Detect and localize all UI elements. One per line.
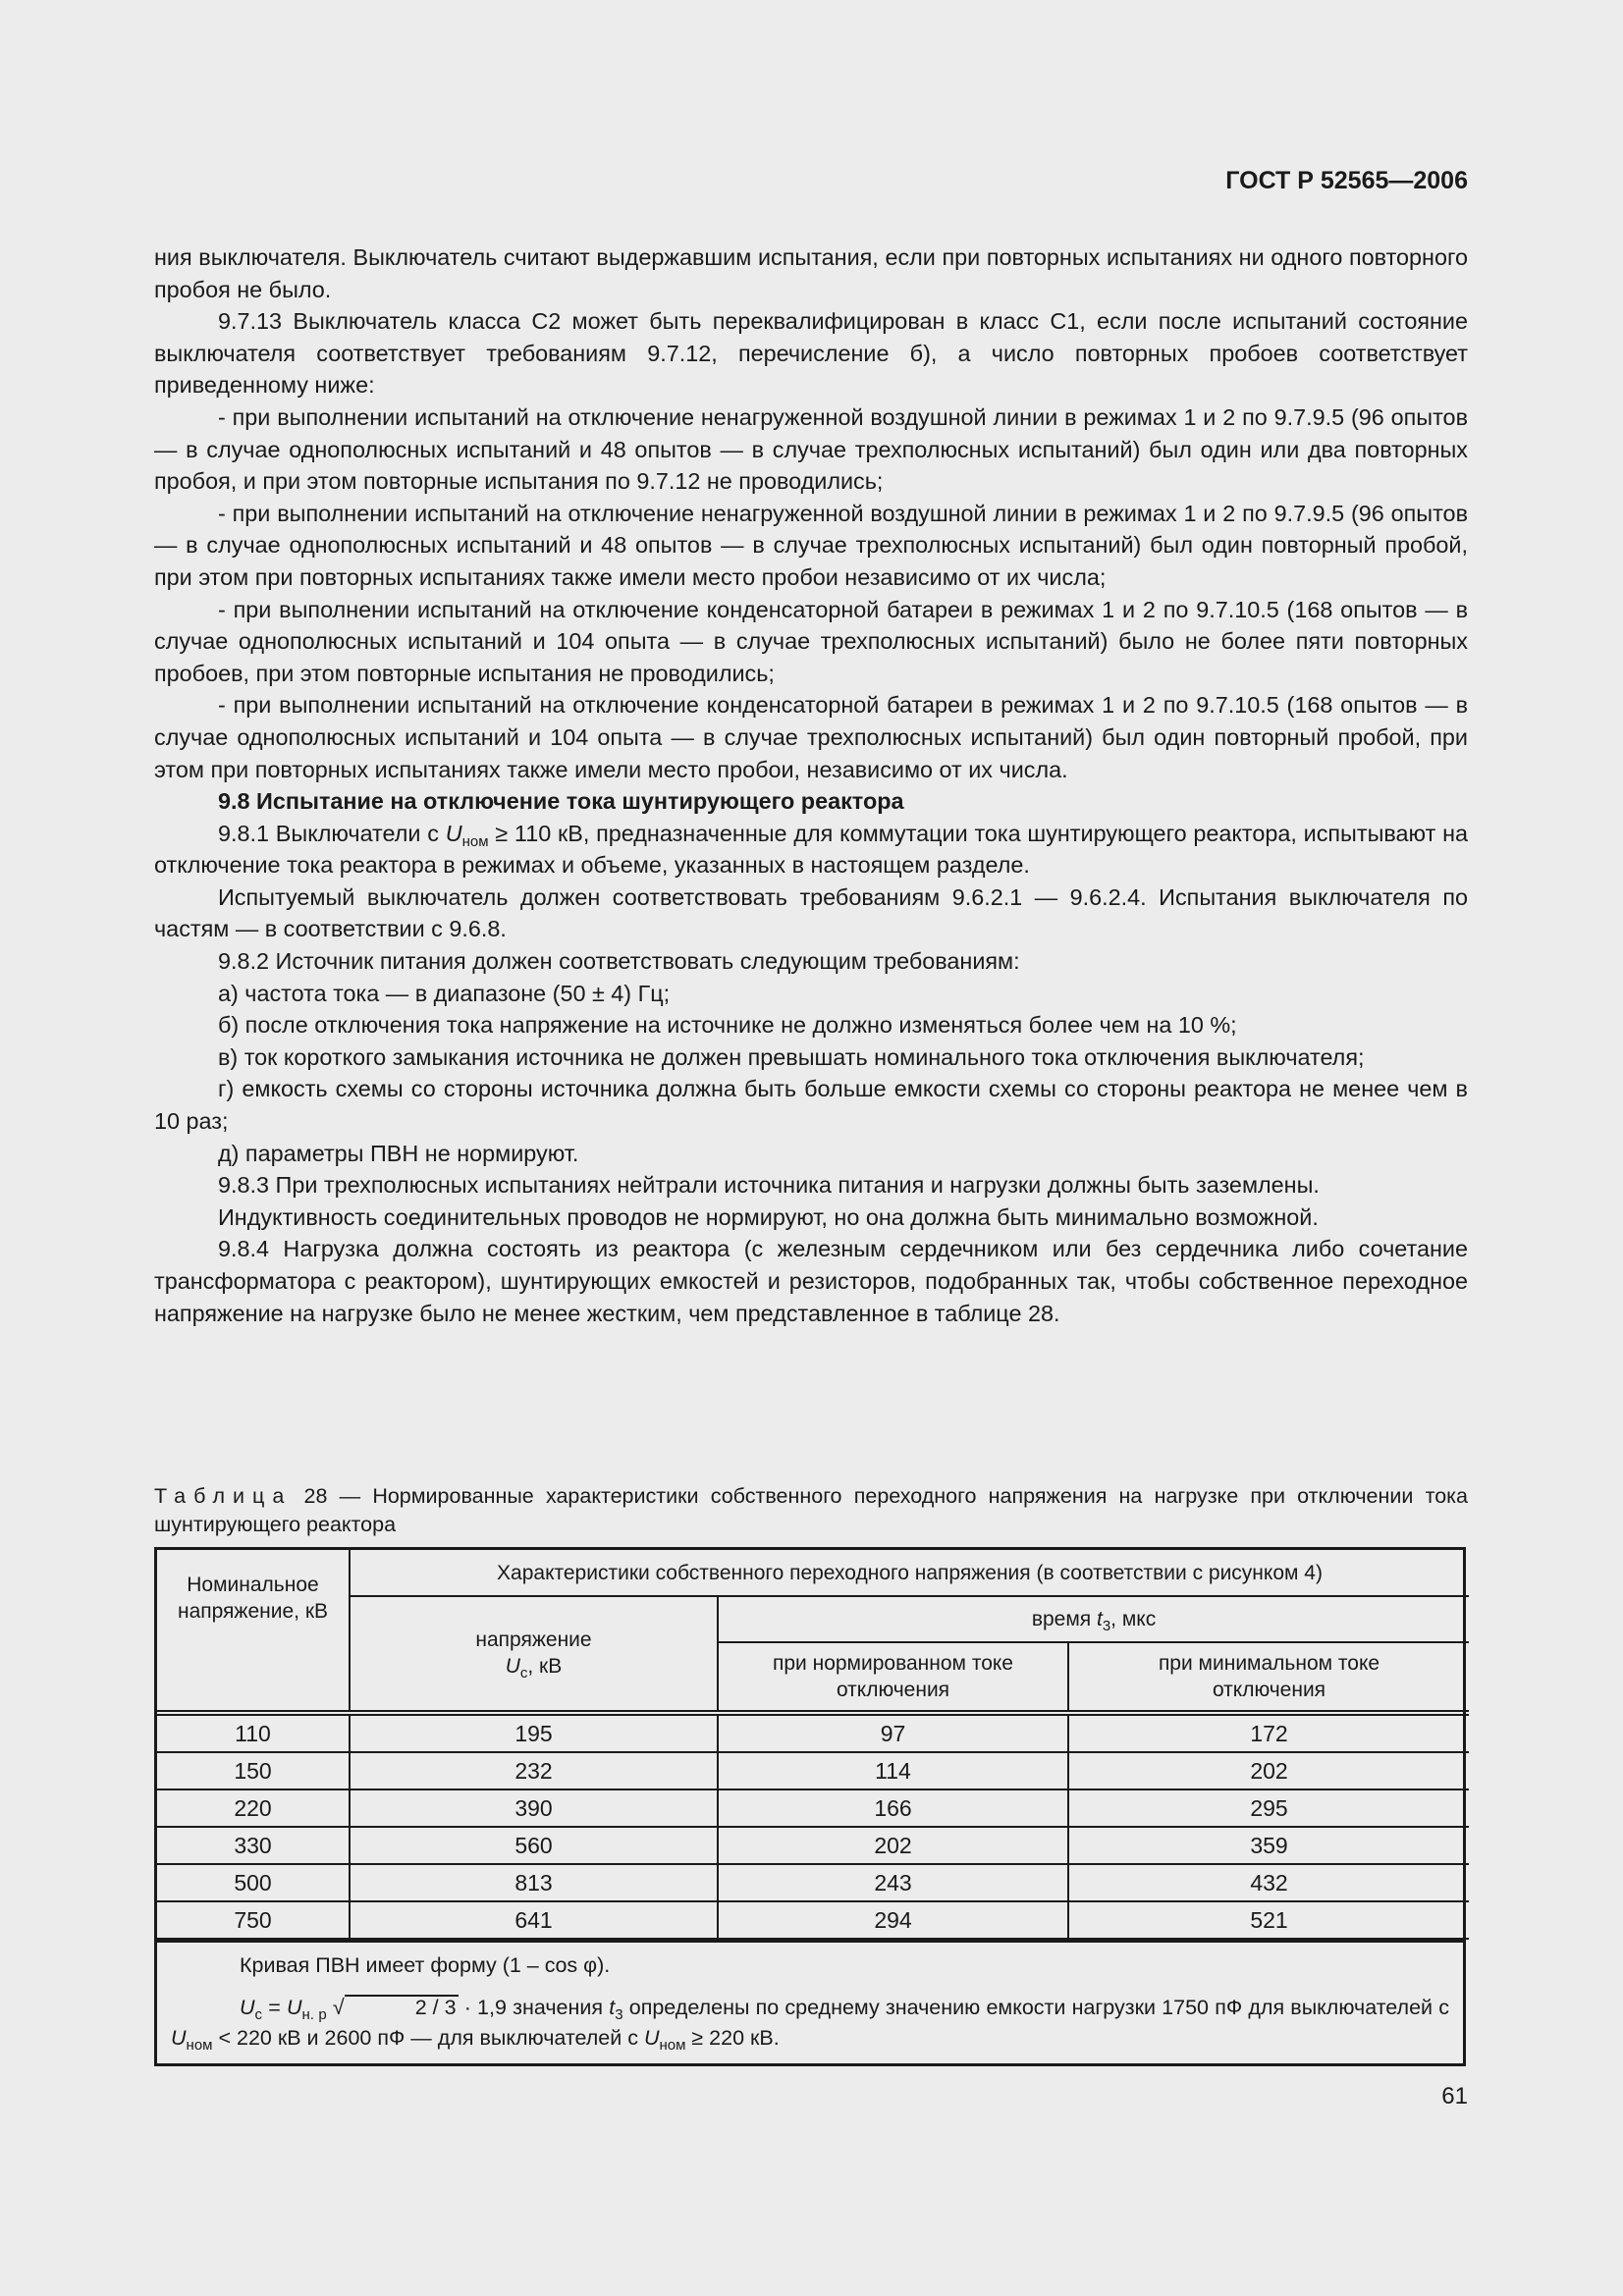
header-min-current: при минимальном токе отключения <box>1068 1642 1469 1713</box>
table-row <box>157 1901 1469 1939</box>
paragraph-9-8-1 <box>154 818 1468 881</box>
data-table <box>157 1550 1469 1940</box>
subscript: ном <box>186 2037 213 2054</box>
table-notes <box>157 1940 1463 2063</box>
body-text <box>154 241 1468 1329</box>
paragraph-9-8-2: 9.8.2 Источник питания должен соответствовать следующим требованиям: <box>218 948 1020 975</box>
table-caption <box>154 1482 1468 1539</box>
cell: 295 <box>1068 1789 1469 1827</box>
text: · 1,9 значения <box>458 1996 610 2019</box>
cell: 220 <box>157 1789 350 1827</box>
cell: 560 <box>350 1827 718 1864</box>
cell: 521 <box>1068 1901 1469 1939</box>
symbol-u: U <box>643 2026 660 2050</box>
cell: 232 <box>350 1752 718 1789</box>
paragraph-9-7-13: 9.7.13 Выключатель класса С2 может быть переквалифицирован в класс С1, если после испытаний состояние выключателя соответствует требованиям 9.7.12, перечисление б), а число повторных пробоев соответствует приведенному ниже: <box>154 308 1468 399</box>
table-row <box>157 1789 1469 1827</box>
list-item: - при выполнении испытаний на отключение ненагруженной воздушной линии в режимах 1 и 2 по 9.7.9.5 (96 опытов — в случае однополюсных испытаний и 48 опытов — в случае трехполюсных испытаний) был один или два повторных пробоя, и при этом повторные испытания по 9.7.12 не проводились; <box>154 403 1468 495</box>
symbol-t: t <box>609 1996 616 2019</box>
cell: 432 <box>1068 1864 1469 1901</box>
subscript: ном <box>659 2037 686 2054</box>
text: , мкс <box>1110 1608 1157 1630</box>
text: ≥ 110 кВ, предназначенные для коммутации тока шунтирующего реактора, испытывают на отключение тока реактора в режимах и объеме, указанных в настоящем разделе. <box>154 820 1468 879</box>
symbol-u: U <box>286 1996 302 2019</box>
cell: 390 <box>350 1789 718 1827</box>
table-28 <box>154 1547 1466 2066</box>
cell: 114 <box>718 1752 1068 1789</box>
cell: 243 <box>718 1864 1068 1901</box>
paragraph: ния выключателя. Выключатель считают выдержавшим испытания, если при повторных испытаниях ни одного повторного пробоя не было. <box>154 244 1468 302</box>
symbol-u: U <box>171 2026 187 2050</box>
subscript: 3 <box>615 2006 623 2023</box>
table-row <box>157 1713 1469 1752</box>
paragraph: Индуктивность соединительных проводов не нормируют, но она должна быть минимально возможной. <box>218 1203 1319 1230</box>
section-heading-9-8: 9.8 Испытание на отключение тока шунтирующего реактора <box>218 788 904 815</box>
cell: 294 <box>718 1901 1068 1939</box>
cell: 195 <box>350 1713 718 1752</box>
header-time-t3 <box>718 1596 1469 1642</box>
note-formula <box>171 1993 1449 2054</box>
list-item: а) частота тока — в диапазоне (50 ± 4) Гц; <box>218 980 671 1006</box>
table-row <box>157 1864 1469 1901</box>
symbol-u: U <box>445 820 462 846</box>
cell: 166 <box>718 1789 1068 1827</box>
table-caption-text: 28 — Нормированные характеристики собственного переходного напряжения на нагрузке при отключении тока шунтирующего реактора <box>154 1484 1468 1536</box>
paragraph: Испытуемый выключатель должен соответствовать требованиям 9.6.2.1 — 9.6.2.4. Испытания выключателя по частям — в соответствии с 9.6.8. <box>154 883 1468 942</box>
text: 9.8.1 Выключатели с <box>218 820 446 846</box>
cell: 202 <box>718 1827 1068 1864</box>
list-item: б) после отключения тока напряжение на источнике не должно изменяться более чем на 10 %; <box>218 1012 1237 1039</box>
subscript: 3 <box>1102 1618 1111 1634</box>
text: определены по среднему значению емкости нагрузки 1750 пФ для выключателей с <box>622 1996 1449 2019</box>
header-nominal-voltage: Номинальное напряжение, кВ <box>157 1550 350 1713</box>
sqrt-radicand: 2 / 3 <box>345 1995 459 2018</box>
cell: 641 <box>350 1901 718 1939</box>
subscript: с <box>254 2006 263 2023</box>
subscript: ном <box>461 832 489 850</box>
cell: 202 <box>1068 1752 1469 1789</box>
cell: 150 <box>157 1752 350 1789</box>
cell: 97 <box>718 1713 1068 1752</box>
table-row <box>157 1752 1469 1789</box>
list-item: в) ток короткого замыкания источника не должен превышать номинального тока отключения выключателя; <box>218 1043 1365 1070</box>
cell: 813 <box>350 1864 718 1901</box>
note-curve-shape: Кривая ПВН имеет форму (1 – cos φ). <box>240 1953 611 1977</box>
cell: 359 <box>1068 1827 1469 1864</box>
text: = <box>262 1996 287 2019</box>
list-item: - при выполнении испытаний на отключение ненагруженной воздушной линии в режимах 1 и 2 по 9.7.9.5 (96 опытов — в случае однополюсных испытаний и 48 опытов — в случае трехполюсных испытаний) был один повторный пробой, при этом при повторных испытаниях также имели место пробои независимо от их числа; <box>154 500 1468 590</box>
text: , кВ <box>527 1655 563 1678</box>
symbol-t: t <box>1096 1608 1103 1630</box>
cell: 110 <box>157 1713 350 1752</box>
subscript: н. р <box>301 2006 327 2023</box>
text: ≥ 220 кВ. <box>685 2026 780 2050</box>
cell: 750 <box>157 1901 350 1939</box>
text: время <box>1031 1608 1097 1630</box>
paragraph-9-8-3: 9.8.3 При трехполюсных испытаниях нейтрали источника питания и нагрузки должны быть заземлены. <box>218 1172 1320 1199</box>
text: < 220 кВ и 2600 пФ — для выключателей с <box>212 2026 644 2050</box>
header-group: Характеристики собственного переходного напряжения (в соответствии с рисунком 4) <box>350 1550 1469 1596</box>
header-voltage-uc <box>350 1596 718 1713</box>
list-item: - при выполнении испытаний на отключение конденсаторной батареи в режимах 1 и 2 по 9.7.10.5 (168 опытов — в случае однополюсных испытаний и 104 опыта — в случае трехполюсных испытаний) было не более пяти повторных пробоев, при этом повторные испытания не проводились; <box>154 596 1468 686</box>
sqrt-icon: √ <box>332 1996 345 2019</box>
table-caption-label: Таблица <box>154 1484 293 1508</box>
subscript: с <box>519 1665 528 1682</box>
cell: 500 <box>157 1864 350 1901</box>
cell: 172 <box>1068 1713 1469 1752</box>
cell: 330 <box>157 1827 350 1864</box>
symbol-u: U <box>505 1655 520 1678</box>
symbol-u: U <box>240 1996 255 2019</box>
table-row <box>157 1827 1469 1864</box>
page-number: 61 <box>1441 2083 1468 2109</box>
header-rated-current: при нормированном токе отключения <box>718 1642 1068 1713</box>
document-code: ГОСТ Р 52565—2006 <box>1225 167 1468 194</box>
list-item: г) емкость схемы со стороны источника должна быть больше емкости схемы со стороны реактора не менее чем в 10 раз; <box>154 1076 1468 1135</box>
list-item: д) параметры ПВН не нормируют. <box>218 1140 579 1166</box>
paragraph-9-8-4: 9.8.4 Нагрузка должна состоять из реактора (с железным сердечником или без сердечника либо сочетание трансформатора с реактором), шунтирующих емкостей и резисторов, подобранных так, чтобы собственное переходное напряжение на нагрузке было не менее жестким, чем представленное в таблице 28. <box>154 1236 1468 1326</box>
text: напряжение <box>475 1629 592 1651</box>
list-item: - при выполнении испытаний на отключение конденсаторной батареи в режимах 1 и 2 по 9.7.10.5 (168 опытов — в случае однополюсных испытаний и 104 опыта — в случае трехполюсных испытаний) был один повторный пробой, при этом при повторных испытаниях также имели место пробои, независимо от их числа. <box>154 692 1468 782</box>
